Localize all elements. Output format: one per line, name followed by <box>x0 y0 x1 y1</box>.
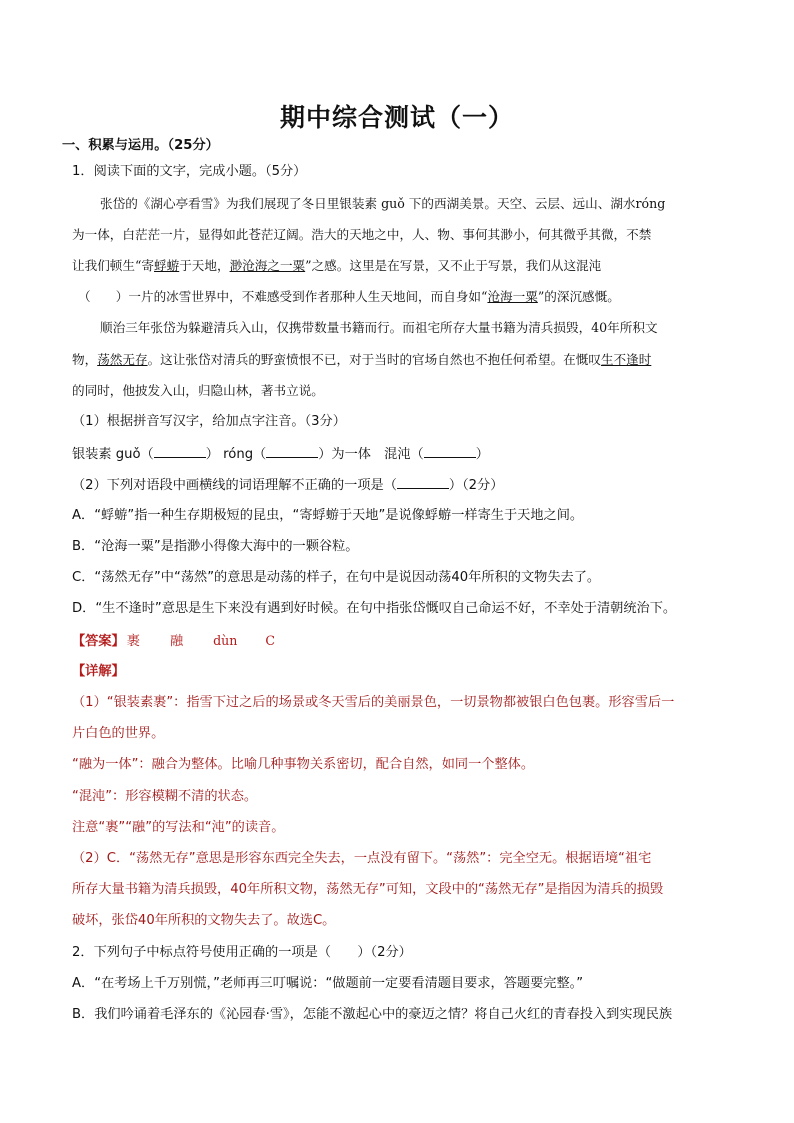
option-a: A．“蜉蝣”指一种生存期极短的昆虫，“寄蜉蝣于天地”是说像蜉蝣一样寄生于天地之间。 <box>72 508 584 523</box>
passage-line: 顺治三年张岱为躲避清兵入山，仅携带数量书籍而行。而祖宅所存大量书籍为清兵损毁，40年所积文 <box>100 320 658 335</box>
explanation-line: 片白色的世界。 <box>72 726 165 741</box>
option-d: D．“生不逢时”意思是生下来没有遇到好时候。在句中指张岱慨叹自己命运不好，不幸处于清朝统治下。 <box>72 601 677 616</box>
stem-text: （2）下列对语段中画横线的词语理解不正确的一项是（ <box>72 478 397 493</box>
passage-line <box>72 256 601 276</box>
answer-value: 融 <box>169 634 184 649</box>
passage-line: 的同时，他披发入山，归隐山林，著书立说。 <box>72 383 324 398</box>
underlined-term: 蜉蝣 <box>154 258 180 273</box>
underlined-term: 生不逢时 <box>600 352 652 367</box>
passage-text: ”的深沉感慨。 <box>537 289 620 304</box>
underlined-term: 渺沧海之一粟 <box>229 258 306 273</box>
option-b: B．“沧海一粟”是指渺小得像大海中的一颗谷粒。 <box>72 539 359 554</box>
explanation-line: 所存大量书籍为清兵损毁，40年所积文物，荡然无存”可知，文段中的“荡然无存”是指因为清兵的损毁 <box>72 882 664 897</box>
passage-text: 。这让张岱对清兵的野蛮愤恨不已，对于当时的官场自然也不抱任何希望。在慨叹 <box>147 352 601 367</box>
explanation-line: （1）“银装素裹”：指雪下过之后的场景或冬天雪后的美丽景色，一切景物都被银白色包裹。形容雪后一 <box>72 695 675 710</box>
stem-text: ）（2分） <box>448 478 504 493</box>
passage-line <box>78 287 620 307</box>
explanation-line: 破坏，张岱40年所积的文物失去了。故选C。 <box>72 913 336 928</box>
section-heading: 一、积累与运用。（25分） <box>62 138 219 153</box>
option-a: A．“在考场上千万别慌，”老师再三叮嘱说：“做题前一定要看清题目要求，答题要完整。” <box>72 976 584 991</box>
answer-label: 【答案】 <box>72 634 125 649</box>
subquestion-1-stem: （1）根据拼音写汉字，给加点字注音。（3分） <box>72 414 346 429</box>
answer-blank[interactable] <box>154 443 206 458</box>
question-2-stem: 2．下列句子中标点符号使用正确的一项是（ ）（2分） <box>72 945 412 960</box>
page-title: 期中综合测试（一） <box>279 103 514 132</box>
answer-value: dùn <box>213 633 238 648</box>
passage-line: 为一体，白茫茫一片，显得如此苍茫辽阔。浩大的天地之中，人、物、事何其渺小，何其微乎其微，不禁 <box>72 227 652 242</box>
passage-text: 于天地， <box>179 258 230 273</box>
underlined-term: 荡然无存 <box>97 352 148 367</box>
passage-text: 物， <box>72 352 98 367</box>
passage-text: ”之感。这里是在写景，又不止于写景，我们从这混沌 <box>305 258 602 273</box>
fill-text: ） róng（ <box>205 447 267 462</box>
underlined-term: 沧海一粟 <box>487 289 538 304</box>
explanation-line: “融为一体”：融合为整体。比喻几种事物关系密切，配合自然，如同一个整体。 <box>72 757 535 772</box>
fill-text: ）为一体 混沌（ <box>318 447 424 462</box>
passage-line <box>72 350 651 370</box>
answer-line <box>72 631 275 652</box>
answer-value: C <box>265 633 276 648</box>
explanation-label: 【详解】 <box>72 664 125 679</box>
answer-blank[interactable] <box>397 474 449 489</box>
subquestion-2-stem <box>72 474 503 496</box>
option-c: C．“荡然无存”中“荡然”的意思是动荡的样子，在句中是说因动荡40年所积的文物失去了。 <box>72 570 601 585</box>
answer-value: 裹 <box>126 634 140 649</box>
answer-blank[interactable] <box>266 443 318 458</box>
explanation-line: “混沌”：形容模糊不清的状态。 <box>72 789 258 804</box>
explanation-line: 注意“裹”“融”的写法和“沌”的读音。 <box>72 820 285 835</box>
explanation-line: （2）C．“荡然无存”意思是形容东西完全失去，一点没有留下。“荡然”：完全空无。根据语境“祖宅 <box>72 851 652 866</box>
answer-blank[interactable] <box>424 443 476 458</box>
passage-text: （ ）一片的冰雪世界中，不难感受到作者那种人生天地间，而自身如“ <box>78 289 488 304</box>
fill-text: 银装素 guǒ（ <box>72 447 154 462</box>
passage-line: 张岱的《湖心亭看雪》为我们展现了冬日里银装素 guǒ 下的西湖美景。天空、云层、远山、湖水róng <box>100 196 666 211</box>
subquestion-1-fill <box>72 443 489 465</box>
passage-text: 让我们顿生“寄 <box>72 258 155 273</box>
fill-text: ） <box>475 447 489 462</box>
question-1-stem: 1．阅读下面的文字，完成小题。（5分） <box>72 164 307 179</box>
option-b: B．我们吟诵着毛泽东的《沁园春·雪》，怎能不激起心中的豪迈之情？将自己火红的青春投入到实现民族 <box>72 1007 673 1022</box>
